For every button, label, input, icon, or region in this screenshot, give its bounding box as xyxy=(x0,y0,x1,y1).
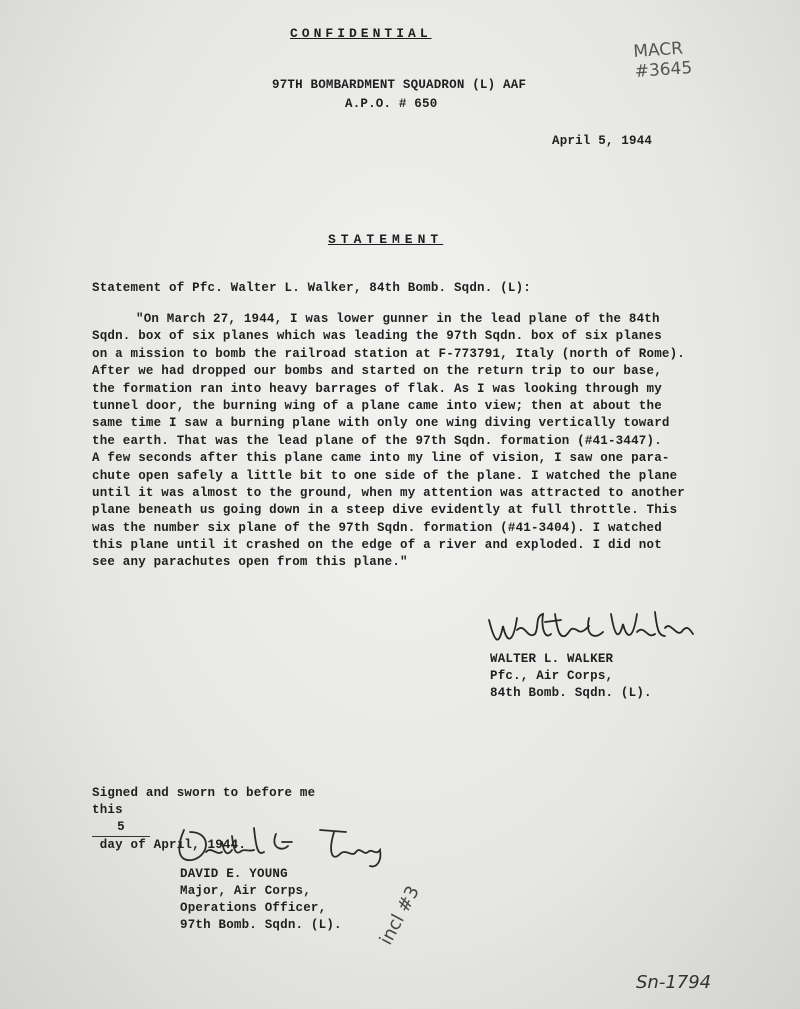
body-line: A few seconds after this plane came into my line of vision, I saw one para- xyxy=(92,451,670,466)
young-signature-block xyxy=(180,866,342,934)
oath-prefix: this xyxy=(92,803,123,817)
unit-heading: 97TH BOMBARDMENT SQUADRON (L) AAF xyxy=(272,78,527,92)
signatory-rank: Pfc., Air Corps, xyxy=(490,669,614,683)
body-line: see any parachutes open from this plane." xyxy=(92,555,408,570)
oath-line: Signed and sworn to before me xyxy=(92,786,316,800)
classification-heading: CONFIDENTIAL xyxy=(290,26,432,41)
document-date: April 5, 1944 xyxy=(552,134,653,148)
body-line: Sqdn. box of six planes which was leading the 97th Sqdn. box of six planes xyxy=(92,329,662,344)
officer-name: DAVID E. YOUNG xyxy=(180,867,288,881)
body-line: on a mission to bomb the railroad station at F-773791, Italy (north of Rome). xyxy=(92,346,685,361)
macr-number: #3645 xyxy=(634,57,693,82)
oath-day: 5 xyxy=(92,819,150,837)
body-line: the formation ran into heavy barrages of flak. As I was looking through my xyxy=(92,381,662,396)
enclosure-annotation: incl #3 xyxy=(375,882,424,949)
statement-body xyxy=(92,312,782,573)
apo-heading: A.P.O. # 650 xyxy=(345,97,438,111)
body-line: plane beneath us going down in a steep dive evidently at full throttle. This xyxy=(92,503,678,518)
officer-role: Operations Officer, xyxy=(180,901,327,915)
macr-label: MACR xyxy=(632,38,684,63)
body-line: until it was almost to the ground, when my attention was attracted to another xyxy=(92,485,685,500)
oath-suffix: day of April, 1944. xyxy=(99,838,247,852)
body-line: this plane until it crashed on the edge of a river and exploded. I did not xyxy=(92,538,662,553)
signatory-name: WALTER L. WALKER xyxy=(490,652,614,666)
body-line: After we had dropped our bombs and started on the return trip to our base, xyxy=(92,364,662,379)
statement-title: STATEMENT xyxy=(328,232,444,247)
body-line: chute open safely a little bit to one side of the plane. I watched the plane xyxy=(92,468,678,483)
body-line: tunnel door, the burning wing of a plane came into view; then at about the xyxy=(92,398,662,413)
body-line: same time I saw a burning plane with only one wing diving vertically toward xyxy=(92,416,670,431)
officer-rank: Major, Air Corps, xyxy=(180,884,311,898)
walker-signature-block xyxy=(490,651,652,702)
body-line: "On March 27, 1944, I was lower gunner in the lead plane of the 84th xyxy=(136,312,660,326)
macr-annotation xyxy=(633,38,693,82)
serial-annotation: Sn-1794 xyxy=(636,972,712,993)
signatory-unit: 84th Bomb. Sqdn. (L). xyxy=(490,686,652,700)
young-signature xyxy=(170,822,400,870)
walker-signature xyxy=(485,608,695,654)
statement-intro: Statement of Pfc. Walter L. Walker, 84th Bomb. Sqdn. (L): xyxy=(92,281,531,295)
body-line: the earth. That was the lead plane of the 97th Sqdn. formation (#41-3447). xyxy=(92,433,662,448)
body-line: was the number six plane of the 97th Sqdn. formation (#41-3404). I watched xyxy=(92,520,662,535)
officer-unit: 97th Bomb. Sqdn. (L). xyxy=(180,918,342,932)
